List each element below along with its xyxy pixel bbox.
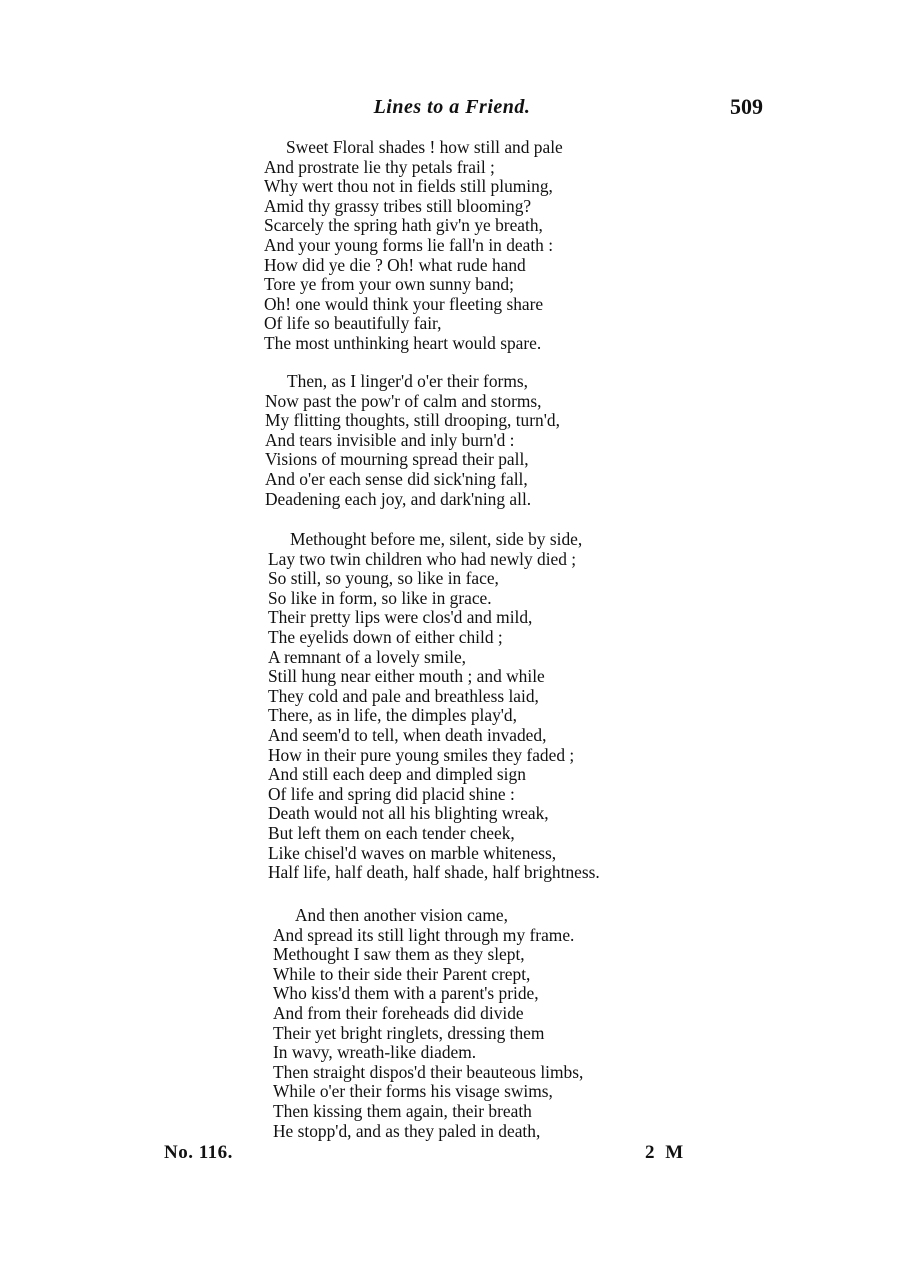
- poem-line: Oh! one would think your fleeting share: [264, 293, 544, 314]
- poem-stanza-3: [268, 530, 600, 883]
- poem-line: While to their side their Parent crept,: [273, 963, 531, 984]
- poem-line: Their pretty lips were clos'd and mild,: [268, 607, 533, 628]
- poem-line: And still each deep and dimpled sign: [268, 764, 526, 785]
- poem-line: Then, as I linger'd o'er their forms,: [287, 371, 528, 391]
- poem-line: The eyelids down of either child ;: [268, 626, 503, 647]
- poem-line: There, as in life, the dimples play'd,: [268, 705, 517, 726]
- poem-line: In wavy, wreath-like diadem.: [273, 1042, 477, 1063]
- poem-line: They cold and pale and breathless laid,: [268, 685, 539, 706]
- poem-line: Lay two twin children who had newly died ;: [268, 548, 577, 569]
- poem-line: And from their foreheads did divide: [273, 1002, 524, 1023]
- poem-line: So still, so young, so like in face,: [268, 568, 499, 589]
- poem-line: And seem'd to tell, when death invaded,: [268, 724, 547, 745]
- running-title: Lines to a Friend.: [373, 96, 531, 118]
- poem-line: A remnant of a lovely smile,: [268, 646, 467, 667]
- poem-line: And tears invisible and inly burn'd :: [265, 429, 515, 450]
- sheet-signature-mark: 2 M: [645, 1142, 687, 1163]
- poem-line: Their yet bright ringlets, dressing them: [273, 1022, 545, 1043]
- poem-line: Half life, half death, half shade, half brightness.: [268, 862, 600, 883]
- poem-stanza-4: [273, 906, 583, 1141]
- poem-line: Of life and spring did placid shine :: [268, 783, 515, 804]
- poem-line: And o'er each sense did sick'ning fall,: [265, 468, 528, 489]
- poem-line: Visions of mourning spread their pall,: [265, 449, 529, 470]
- poem-line: Then kissing them again, their breath: [273, 1100, 532, 1121]
- poem-line: The most unthinking heart would spare.: [264, 332, 542, 353]
- poem-line: Still hung near either mouth ; and while: [268, 666, 545, 687]
- poem-line: Methought I saw them as they slept,: [273, 944, 525, 965]
- poem-line: Death would not all his blighting wreak,: [268, 803, 549, 824]
- poem-line: Now past the pow'r of calm and storms,: [265, 390, 542, 411]
- poem-line: Like chisel'd waves on marble whiteness,: [268, 842, 557, 863]
- poem-line: And spread its still light through my frame.: [273, 924, 575, 945]
- poem-line: And prostrate lie thy petals frail ;: [264, 156, 495, 177]
- issue-number: No. 116.: [164, 1142, 233, 1163]
- poem-line: And then another vision came,: [295, 905, 508, 925]
- poem-line: He stopp'd, and as they paled in death,: [273, 1120, 541, 1141]
- poem-line: Methought before me, silent, side by side,: [290, 529, 583, 549]
- poem-stanza-1: [264, 138, 563, 354]
- poem-line: So like in form, so like in grace.: [268, 587, 492, 608]
- poem-line: But left them on each tender cheek,: [268, 822, 515, 843]
- page-number: 509: [730, 94, 763, 119]
- poem-line: Amid thy grassy tribes still blooming?: [264, 195, 532, 216]
- poem-stanza-2: [265, 372, 560, 509]
- poem-line: And your young forms lie fall'n in death :: [264, 234, 554, 255]
- poem-line: Scarcely the spring hath giv'n ye breath,: [264, 215, 543, 236]
- poem-line: How in their pure young smiles they faded ;: [268, 744, 575, 765]
- poem-line: Of life so beautifully fair,: [264, 313, 442, 334]
- poem-line: While o'er their forms his visage swims,: [273, 1081, 553, 1102]
- poem-line: Deadening each joy, and dark'ning all.: [265, 488, 532, 509]
- poem-line: Then straight dispos'd their beauteous limbs,: [273, 1061, 584, 1082]
- poem-line: Sweet Floral shades ! how still and pale: [286, 137, 563, 157]
- poem-line: Tore ye from your own sunny band;: [264, 274, 514, 295]
- poem-line: My flitting thoughts, still drooping, turn'd,: [265, 410, 560, 431]
- poem-line: Who kiss'd them with a parent's pride,: [273, 983, 539, 1004]
- poem-line: Why wert thou not in fields still pluming,: [264, 176, 553, 197]
- poem-line: How did ye die ? Oh! what rude hand: [264, 254, 526, 275]
